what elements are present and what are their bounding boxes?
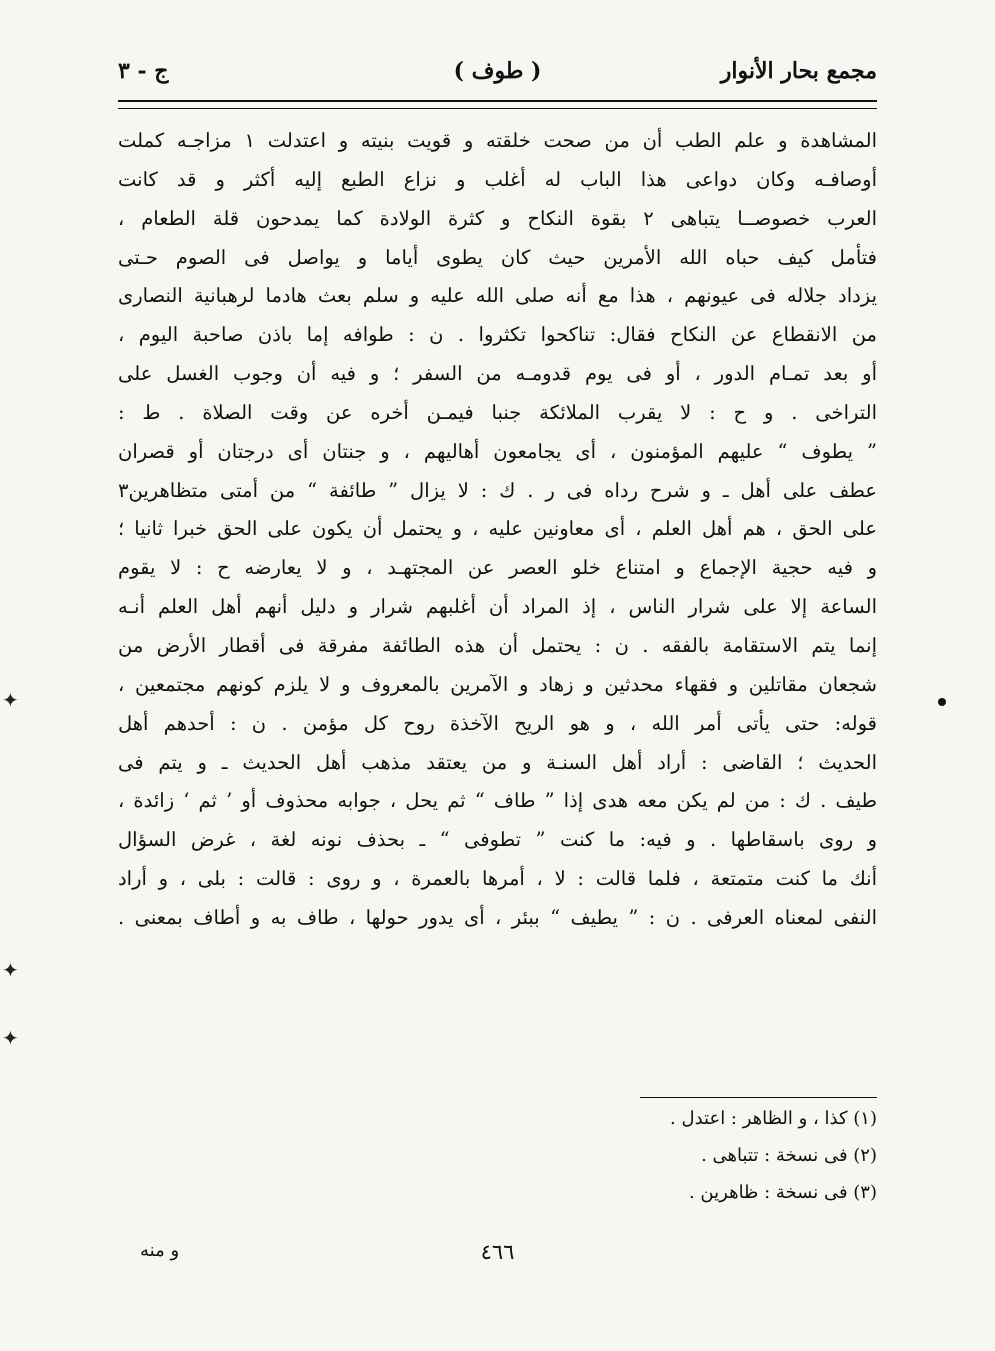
main-text: [118, 122, 877, 938]
edge-mark: ✦: [2, 688, 19, 712]
text-line: شجعان مقاتلين و فقهاء محدثين و زهاد و الآمرين بالمعروف و لا يلزم كونهم مجتمعين ،: [118, 672, 877, 696]
text-line: النفى لمعناه العرفى . ن : ” يطيف “ ببئر ، أى يدور حولها ، طاف به و أطاف بمعنى .: [118, 905, 877, 929]
text-line: طيف . ك : من لم يكن معه هدى إذا ” طاف “ ثم يحل ، جوابه محذوف أو ’ ثم ‘ زائدة ،: [118, 789, 877, 813]
text-line: العرب خصوصــا يتباهى ٢ بقوة النكاح و كثرة الولادة كما يمدحون قلة الطعام ،: [118, 206, 877, 230]
volume-label: ج - ٣: [118, 58, 169, 84]
footnote-2: (٢) فى نسخة : تتباهى .: [701, 1145, 877, 1166]
page-number: ٤٦٦: [480, 1240, 515, 1264]
text-line: أو بعد تمـام الدور ، أو فى يوم قدومـه من السفر ؛ و فيه أن وجوب الغسل على: [118, 362, 877, 386]
margin-mark: [938, 698, 946, 706]
text-line: عطف على أهل ـ و شرح رداه فى ر . ك : لا يزال ” طائفة “ من أمتى متظاهرين٣: [118, 478, 877, 502]
footnote-3: (٣) فى نسخة : ظاهرين .: [688, 1182, 877, 1203]
footnote-1: (١) كذا ، و الظاهر : اعتدل .: [670, 1108, 877, 1129]
page-header: [118, 58, 877, 92]
text-line: إنما يتم الاستقامة بالفقه . ن : يحتمل أن هذه الطائفة مفرقة فى أقطار الأرض من: [118, 633, 877, 657]
text-line: المشاهدة و علم الطب أن من صحت خلقته و قويت بنيته و اعتدلت ١ مزاجـه كملت: [118, 129, 877, 152]
text-line: و روى باسقاطها . و فيه: ما كنت ” تطوفى “ ـ بحذف نونه لغة ، غرض السؤال: [118, 828, 877, 852]
text-line: أنك ما كنت متمتعة ، فلما قالت : لا ، أمرها بالعمرة ، و روى : قالت : بلى ، و أراد: [118, 867, 877, 891]
text-line: يزداد جلاله فى عيونهم ، هذا مع أنه صلى الله عليه و سلم بعث هادما لرهبانية النصارى: [118, 284, 877, 308]
text-line: على الحق ، هم أهل العلم ، أى معاونين عليه ، و يحتمل أن يكون على الحق خبرا ثانيا ؛: [118, 517, 877, 541]
text-line: و فيه حجية الإجماع و امتناع خلو العصر عن المجتهـد ، و لا يعارضه ح : لا يقوم: [118, 556, 877, 580]
text-line: فتأمل كيف حباه الله الأمرين حيث كان يطوى أياما و يواصل فى الصوم حـتى: [118, 245, 877, 269]
text-line: من الانقطاع عن النكاح فقال: تناكحوا تكثروا . ن : طوافه إما باذن صاحبة اليوم ،: [118, 323, 877, 347]
text-line: ” يطوف “ عليهم المؤمنون ، أى يجامعون أهاليهم ، و جنتان أى درجتان أو قصران: [118, 439, 877, 463]
text-line: الحديث ؛ القاضى : أراد أهل السنـة و من يعتقد مذهب أهل الحديث ـ و يتم فى: [118, 750, 877, 774]
edge-mark: ✦: [2, 1026, 19, 1050]
text-line: الساعة إلا على شرار الناس ، إذ المراد أن أغلبهم شرار و دليل أنهم أهل العلم أنـه: [118, 595, 877, 619]
text-line: التراخى . و ح : لا يقرب الملائكة جنبا فيمـن أخره عن وقت الصلاة . ط :: [118, 400, 877, 424]
header-rule: [118, 100, 877, 109]
entry-word: ( طوف ): [453, 58, 542, 84]
text-line: أوصافـه وكان دواعى هذا الباب له أغلب و نزاع الطبع إليه أكثر و قد كانت: [118, 167, 877, 191]
footnotes: [477, 1100, 877, 1211]
footnote-rule: [640, 1097, 877, 1098]
book-title: مجمع بحار الأنوار: [720, 58, 877, 84]
edge-mark: ✦: [2, 958, 19, 982]
text-line: قوله: حتى يأتى أمر الله ، و هو الريح الآخذة روح كل مؤمن . ن : أحدهم أهل: [118, 711, 877, 735]
catchword: و منه: [140, 1240, 180, 1261]
